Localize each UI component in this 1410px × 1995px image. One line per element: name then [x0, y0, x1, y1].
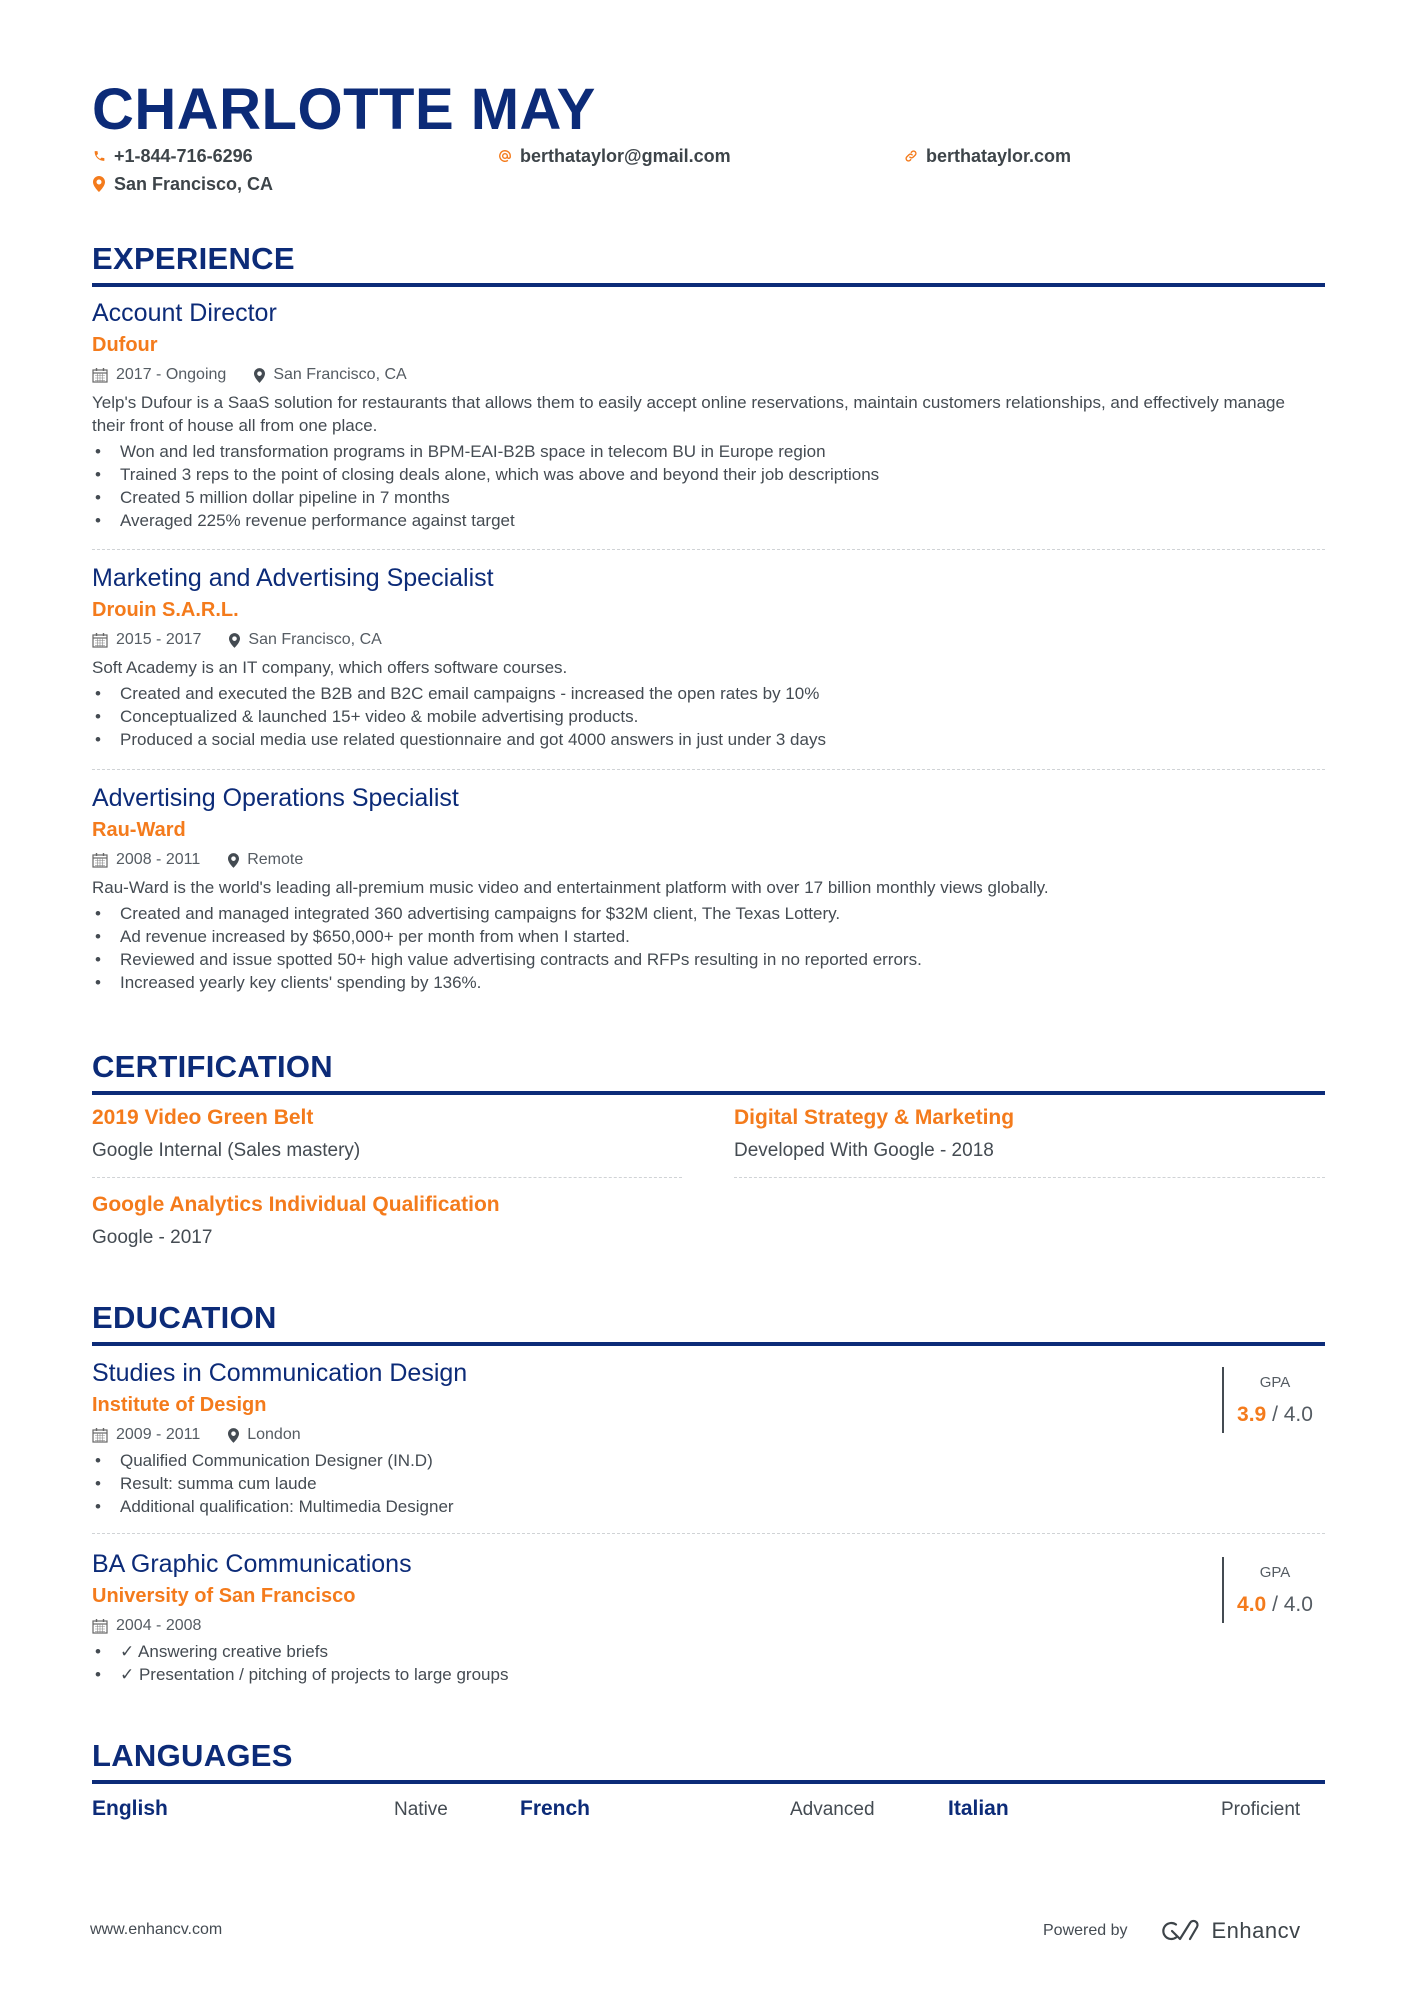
- section-rule: [92, 283, 1325, 287]
- education-list: [92, 1449, 1325, 1518]
- section-rule: [92, 1342, 1325, 1346]
- candidate-name: CHARLOTTE MAY: [92, 77, 596, 142]
- education-meta: [92, 1424, 1325, 1446]
- languages-section: [92, 1738, 1325, 1784]
- gpa-max: / 4.0: [1272, 1403, 1313, 1426]
- entry-divider: [92, 769, 1325, 770]
- map-pin-icon: [229, 633, 240, 648]
- entry-divider: [92, 1533, 1325, 1534]
- experience-entry: [92, 563, 1325, 751]
- calendar-icon: [92, 367, 108, 383]
- list-item: • Additional qualification: Multimedia Designer: [92, 1495, 1325, 1518]
- list-item: • Increased yearly key clients' spending by 136%.: [92, 971, 1325, 994]
- list-item: • Created 5 million dollar pipeline in 7 months: [92, 486, 1325, 509]
- list-item: • Result: summa cum laude: [92, 1472, 1325, 1495]
- entry-divider: [92, 1177, 682, 1178]
- job-location: San Francisco, CA: [248, 631, 382, 648]
- cert-issuer: Developed With Google - 2018: [734, 1140, 994, 1161]
- gpa-score: 4.0: [1237, 1593, 1267, 1616]
- cert-title: Google Analytics Individual Qualification: [92, 1193, 500, 1216]
- job-dates: 2015 - 2017: [116, 631, 202, 648]
- calendar-icon: [92, 1427, 108, 1443]
- gpa-value: [1224, 1591, 1326, 1619]
- company-description: Yelp's Dufour is a SaaS solution for restaurants that allows them to easily accept online reservations, maintain customers relationships, and effectively manage their front of house all from one place.: [92, 393, 1285, 435]
- job-meta: [92, 849, 1325, 871]
- job-title: Advertising Operations Specialist: [92, 784, 459, 812]
- education-list: [92, 1640, 1325, 1686]
- experience-entry: [92, 783, 1325, 994]
- enhancv-logo: [1158, 1918, 1301, 1944]
- gpa-box: [1222, 1557, 1326, 1623]
- job-dates: 2008 - 2011: [116, 851, 201, 868]
- education-section: [92, 1300, 1325, 1346]
- section-rule: [92, 1780, 1325, 1784]
- gpa-label: GPA: [1259, 1564, 1291, 1581]
- contact-location: [92, 173, 273, 195]
- section-title-experience: EXPERIENCE: [92, 241, 295, 276]
- list-item: • Reviewed and issue spotted 50+ high value advertising contracts and RFPs resulting in no reported errors.: [92, 948, 1325, 971]
- cert-title: Digital Strategy & Marketing: [734, 1106, 1015, 1129]
- job-location: San Francisco, CA: [273, 366, 407, 383]
- company-name: Drouin S.A.R.L.: [92, 599, 239, 621]
- achievement-list: [92, 440, 1325, 532]
- achievement-list: [92, 682, 1325, 751]
- job-title: Marketing and Advertising Specialist: [92, 564, 494, 592]
- gpa-value: [1224, 1401, 1326, 1429]
- gpa-max: / 4.0: [1272, 1593, 1313, 1616]
- list-item: • Produced a social media use related questionnaire and got 4000 answers in just under 3 days: [92, 728, 1325, 751]
- cert-issuer: Google - 2017: [92, 1227, 213, 1248]
- job-dates: 2017 - Ongoing: [116, 366, 227, 383]
- location-text: San Francisco, CA: [114, 174, 274, 194]
- degree-title: Studies in Communication Design: [92, 1359, 468, 1387]
- list-item: • Trained 3 reps to the point of closing deals alone, which was above and beyond their job descriptions: [92, 463, 1325, 486]
- list-item: • Created and managed integrated 360 advertising campaigns for $32M client, The Texas Lottery.: [92, 902, 1325, 925]
- education-dates: 2009 - 2011: [116, 1426, 201, 1443]
- cert-title: 2019 Video Green Belt: [92, 1106, 314, 1129]
- education-entry: [92, 1549, 1325, 1686]
- section-rule: [92, 1091, 1325, 1095]
- certification-item: [92, 1192, 682, 1250]
- list-item: • Ad revenue increased by $650,000+ per month from when I started.: [92, 925, 1325, 948]
- company-description: Rau-Ward is the world's leading all-premium music video and entertainment platform with over 17 billion monthly views globally.: [92, 878, 1049, 897]
- link-icon: [904, 148, 918, 164]
- list-item: • ✓ Presentation / pitching of projects to large groups: [92, 1663, 1325, 1686]
- experience-section: [92, 241, 1325, 287]
- job-location: Remote: [247, 851, 304, 868]
- job-meta: [92, 629, 1325, 651]
- entry-divider: [92, 549, 1325, 550]
- section-title-education: EDUCATION: [92, 1300, 277, 1335]
- certification-item: [92, 1105, 682, 1163]
- gpa-label: GPA: [1259, 1374, 1291, 1391]
- language-level: Advanced: [790, 1799, 875, 1820]
- company-name: Rau-Ward: [92, 819, 186, 841]
- map-pin-icon: [228, 853, 239, 868]
- gpa-box: [1222, 1367, 1326, 1433]
- school-name: University of San Francisco: [92, 1585, 356, 1607]
- language-level: Proficient: [1221, 1799, 1301, 1820]
- calendar-icon: [92, 632, 108, 648]
- list-item: • Qualified Communication Designer (IN.D): [92, 1449, 1325, 1472]
- list-item: • Won and led transformation programs in BPM-EAI-B2B space in telecom BU in Europe region: [92, 440, 1325, 463]
- job-title: Account Director: [92, 299, 277, 327]
- list-item: • Conceptualized & launched 15+ video & mobile advertising products.: [92, 705, 1325, 728]
- map-pin-icon: [228, 1428, 239, 1443]
- language-name: Italian: [948, 1797, 1009, 1820]
- company-name: Dufour: [92, 334, 158, 356]
- phone-text: +1-844-716-6296: [114, 146, 253, 166]
- enhancv-logo-icon: [1158, 1919, 1202, 1943]
- map-pin-icon: [92, 176, 106, 192]
- calendar-icon: [92, 852, 108, 868]
- job-meta: [92, 364, 1325, 386]
- map-pin-icon: [254, 368, 265, 383]
- cert-issuer: Google Internal (Sales mastery): [92, 1140, 361, 1161]
- certification-item: [734, 1105, 1324, 1163]
- language-name: English: [92, 1797, 168, 1820]
- section-title-languages: LANGUAGES: [92, 1738, 293, 1773]
- calendar-icon: [92, 1618, 108, 1634]
- education-entry: [92, 1358, 1325, 1518]
- section-title-certification: CERTIFICATION: [92, 1049, 333, 1084]
- experience-entry: [92, 298, 1325, 532]
- at-icon: [498, 148, 512, 164]
- education-meta: [92, 1615, 1325, 1637]
- list-item: • Created and executed the B2B and B2C email campaigns - increased the open rates by 10%: [92, 682, 1325, 705]
- achievement-list: [92, 902, 1325, 994]
- language-name: French: [520, 1797, 591, 1820]
- language-level: Native: [394, 1799, 448, 1820]
- education-location: London: [247, 1426, 301, 1443]
- email-text: berthataylor@gmail.com: [520, 146, 731, 166]
- phone-icon: [92, 149, 106, 163]
- footer-website-link[interactable]: www.enhancv.com: [90, 1921, 223, 1938]
- powered-by-text: Powered by: [1043, 1922, 1128, 1939]
- education-dates: 2004 - 2008: [116, 1617, 202, 1634]
- list-item: • ✓ Answering creative briefs: [92, 1640, 1325, 1663]
- brand-name: Enhancv: [1211, 1918, 1301, 1943]
- gpa-score: 3.9: [1237, 1403, 1267, 1426]
- degree-title: BA Graphic Communications: [92, 1550, 412, 1578]
- school-name: Institute of Design: [92, 1394, 267, 1416]
- contact-email[interactable]: [498, 145, 731, 167]
- certification-section: [92, 1049, 1325, 1095]
- entry-divider: [734, 1177, 1325, 1178]
- footer-powered-by[interactable]: [1043, 1918, 1301, 1944]
- website-text: berthataylor.com: [926, 146, 1072, 166]
- company-description: Soft Academy is an IT company, which offers software courses.: [92, 658, 568, 677]
- contact-website[interactable]: [904, 145, 1071, 167]
- contact-phone[interactable]: [92, 145, 253, 167]
- list-item: • Averaged 225% revenue performance against target: [92, 509, 1325, 532]
